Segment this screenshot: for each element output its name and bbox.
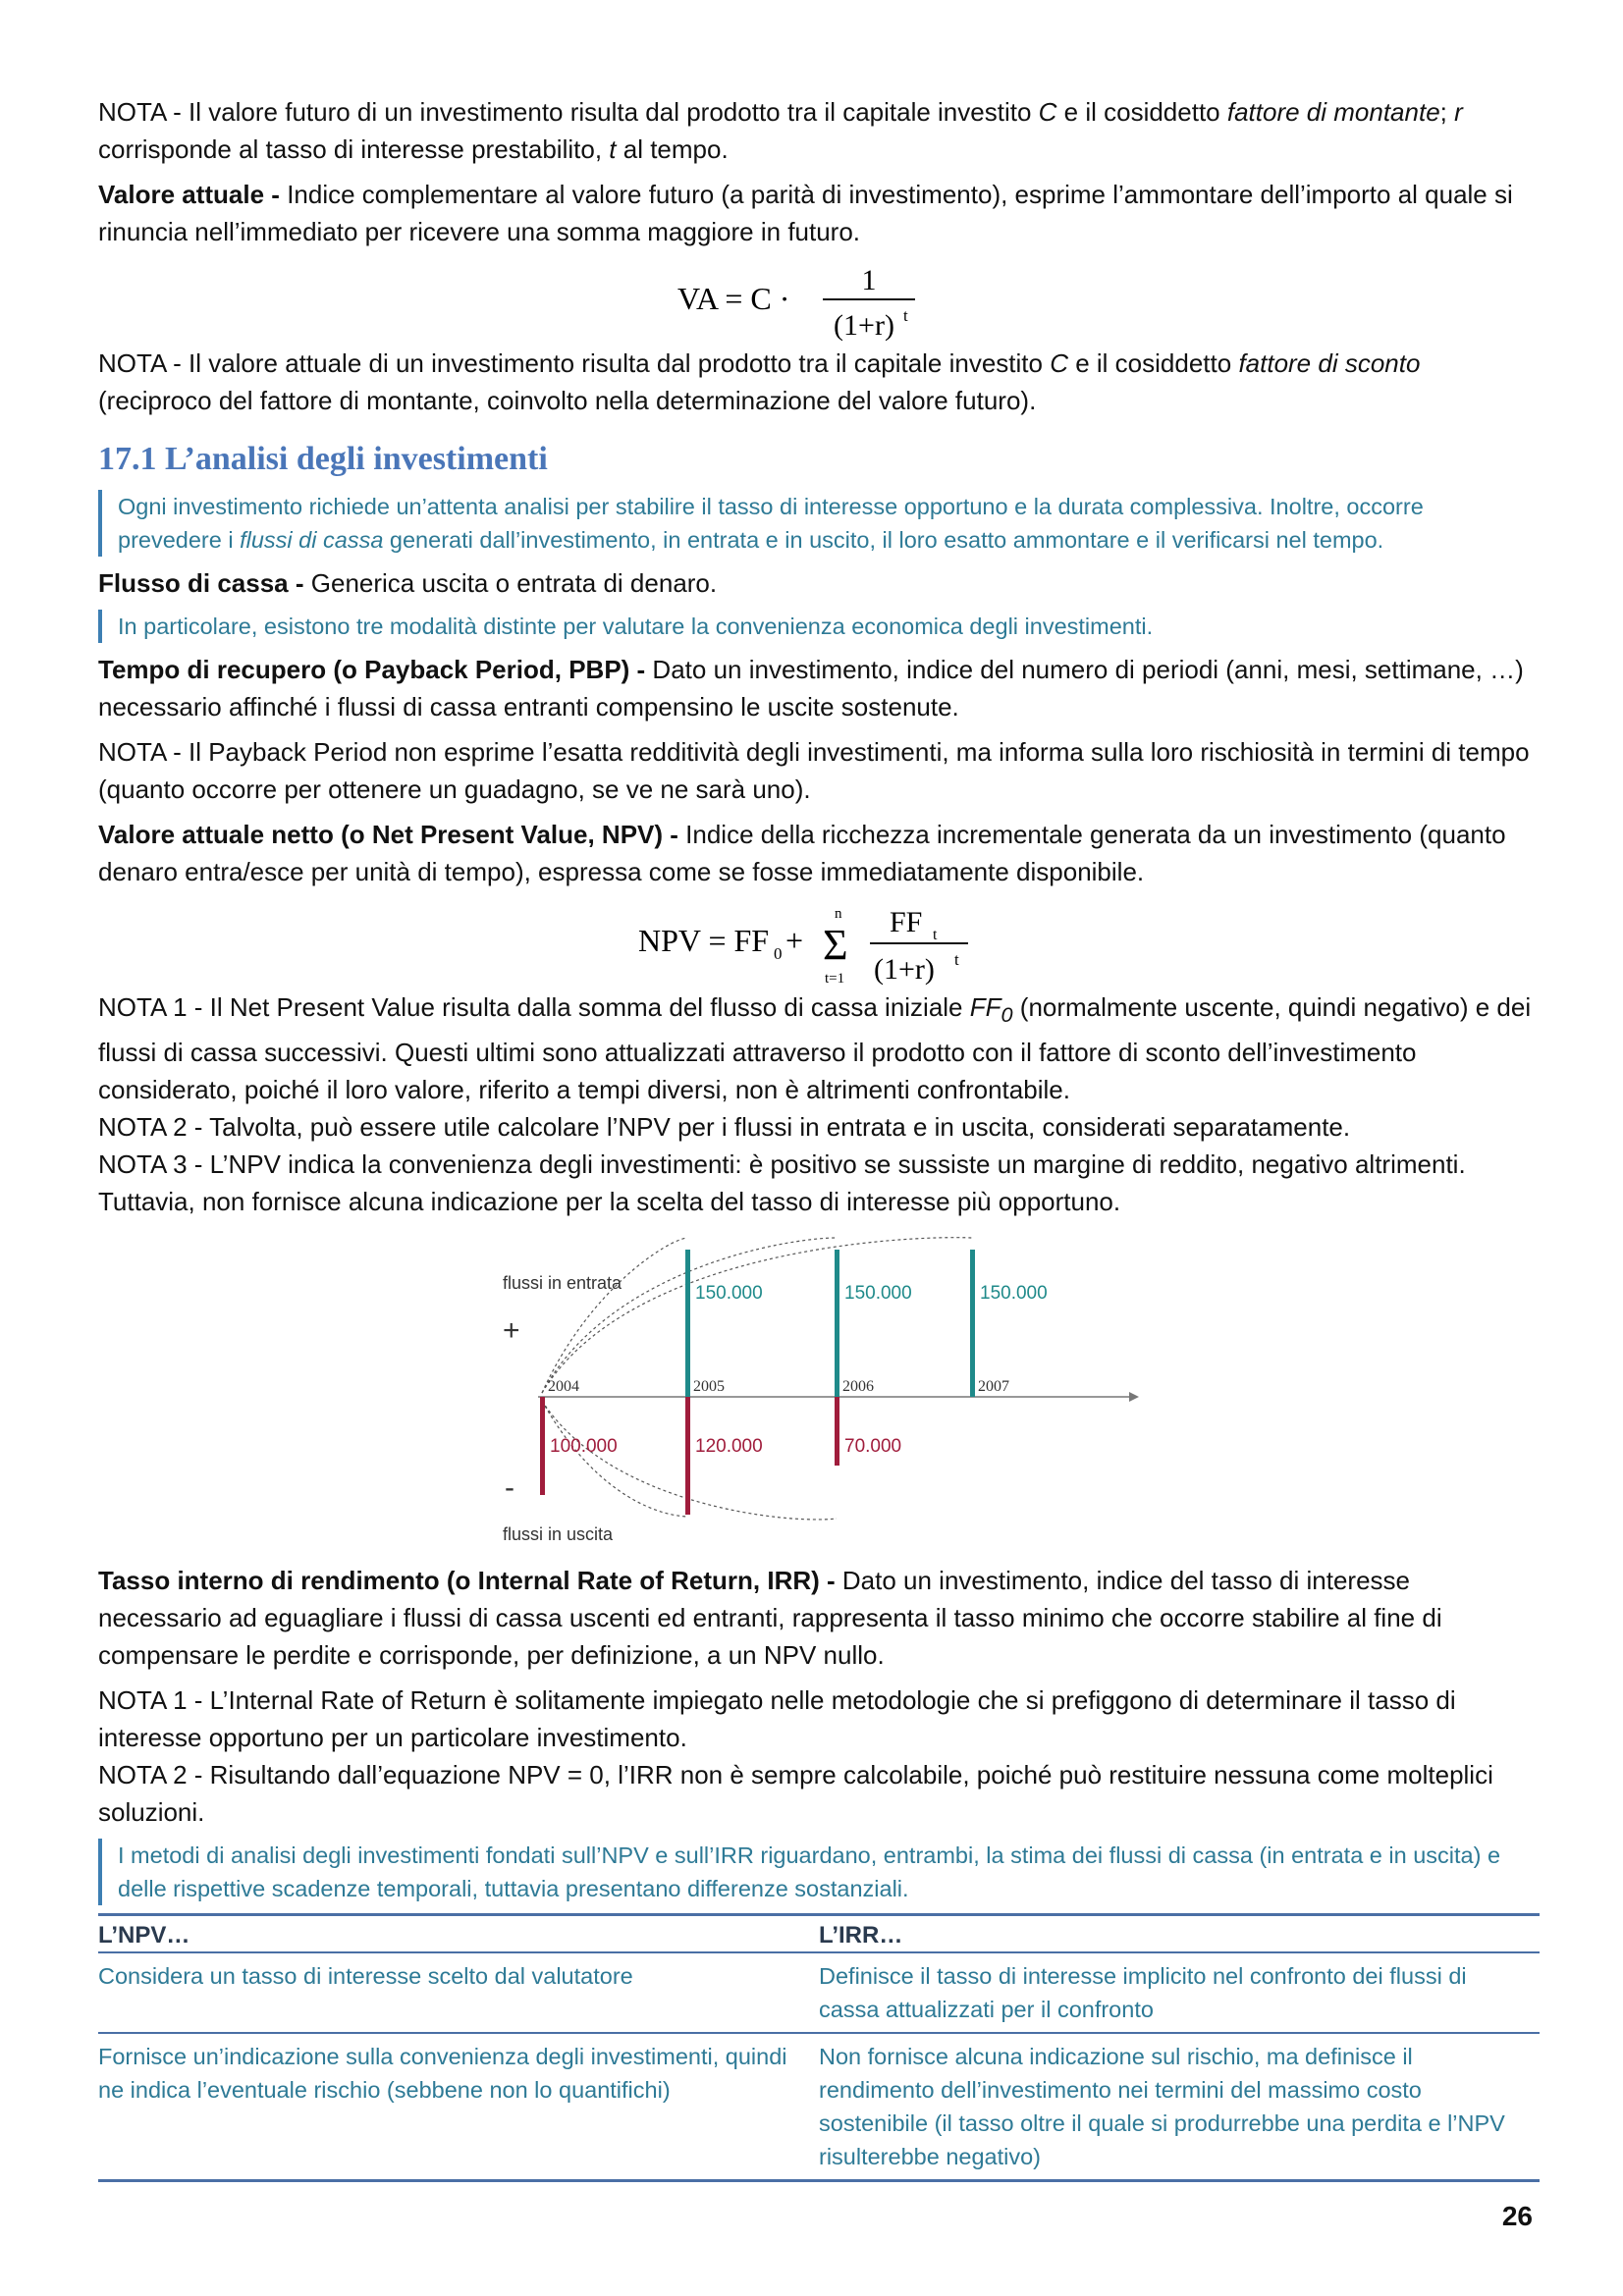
outflow-label-2004: 100.000: [550, 1436, 618, 1458]
outflow-bar-2006: [835, 1397, 839, 1466]
discount-arc-out-2005: [542, 1401, 687, 1517]
formula-va-denominator: (1+r): [834, 309, 894, 342]
definition-present-value: Valore attuale - Indice complementare al valore futuro (a parità di investimento), esprime l’ammontare dell’importo al quale si rinuncia nell’immediato per ricevere una somma maggiore in futuro.: [98, 180, 1513, 246]
minus-sign: -: [505, 1471, 514, 1505]
formula-npv-plus: +: [785, 923, 804, 958]
info-box-methods: [98, 610, 1532, 643]
formula-present-value: [98, 258, 1532, 345]
discount-arc-2007: [542, 1238, 972, 1396]
note-npv-3: NOTA 3 - L’NPV indica la convenienza degli investimenti: è positivo se sussiste un margine di reddito, negativo altrimenti. Tuttavia, non fornisce alcuna indicazione per la scelta del tasso di interesse più opportuno.: [98, 1149, 1466, 1217]
comparison-table: [98, 1913, 1540, 2182]
formula-npv-numerator: FF: [890, 906, 923, 938]
table-header-row: [98, 1915, 1540, 1953]
time-axis-arrow-icon: [1129, 1392, 1139, 1402]
info-box-methods-text: In particolare, esistono tre modalità distinte per valutare la convenienza economica degli investimenti.: [118, 614, 1154, 639]
page-number: 26: [1501, 2201, 1533, 2231]
year-label-2006: 2006: [842, 1378, 874, 1396]
table-row: [98, 1952, 1540, 2033]
year-label-2007: 2007: [978, 1378, 1009, 1396]
note-npv-1: NOTA 1 - Il Net Present Value risulta dalla somma del flusso di cassa iniziale $FF_0$ (normalmente uscente, quindi negativo) e dei flussi di cassa successivi. Questi ultimi sono attualizzati attraverso il prodotto con il fattore di sconto dell’investimento considerato, poiché il loro valore, riferito a tempi diversi, non è altrimenti confrontabile.: [98, 992, 1532, 1105]
formula-npv-sum-upper: n: [835, 906, 842, 922]
definition-npv: Valore attuale netto (o Net Present Value, NPV) - Indice della ricchezza incrementale generata da un investimento (quanto denaro entra/esce per unità di tempo), espressa come se fosse immediatamente disponibile.: [98, 820, 1506, 886]
document-page: [98, 93, 1532, 2182]
table-row: [98, 2033, 1540, 2181]
formula-va-lhs: VA = C ·: [677, 281, 790, 316]
table-header-npv: L’NPV…: [98, 1915, 819, 1953]
table-cell: Considera un tasso di interesse scelto dal valutatore: [98, 1952, 819, 2033]
inflow-label-2007: 150.000: [980, 1283, 1048, 1305]
inflow-bar-2007: [970, 1250, 975, 1397]
outflow-bar-2004: [540, 1397, 545, 1495]
legend-outflows: flussi in uscita: [503, 1524, 614, 1545]
year-label-2004: 2004: [548, 1378, 579, 1396]
note-present-value: NOTA - Il valore attuale di un investimento risulta dal prodotto tra il capitale investito C e il cosiddetto fattore di sconto (reciproco del fattore di montante, coinvolto nella determinazione del valore futuro).: [98, 348, 1421, 415]
legend-inflows: flussi in entrata: [503, 1273, 622, 1294]
outflow-bar-2005: [685, 1397, 690, 1515]
definition-payback-period: Tempo di recupero (o Payback Period, PBP) - Dato un investimento, indice del numero di periodi (anni, mesi, settimane, …) necessario affinché i flussi di cassa entranti compensino le uscite sostenute.: [98, 655, 1524, 721]
note-npv-2: NOTA 2 - Talvolta, può essere utile calcolare l’NPV per i flussi in entrata e in uscita, considerati separatamente.: [98, 1112, 1351, 1143]
table-cell: Non fornisce alcuna indicazione sul rischio, ma definisce il rendimento dell’investimento nei termini del massimo costo sostenibile (il tasso oltre il quale si produrrebbe una perdita e l’NPV risulterebbe negativo): [819, 2033, 1540, 2181]
formula-npv-denominator: (1+r): [874, 953, 935, 986]
formula-npv-lhs: NPV = FF: [638, 923, 770, 958]
info-box-comparison: [98, 1839, 1532, 1905]
plus-sign: +: [503, 1314, 520, 1348]
inflow-label-2006: 150.000: [844, 1283, 912, 1305]
info-box-analysis-text: Ogni investimento richiede un’attenta analisi per stabilire il tasso di interesse opportuno e la durata complessiva. Inoltre, occorre prevedere i flussi di cassa generati dall’investimento, in entrata e in uscito, il loro esatto ammontare e il verificarsi nel tempo.: [118, 494, 1424, 553]
inflow-label-2005: 150.000: [695, 1283, 763, 1305]
table-cell: Definisce il tasso di interesse implicito nel confronto dei flussi di cassa attualizzati per il confronto: [819, 1952, 1540, 2033]
formula-va-numerator: 1: [861, 264, 877, 296]
info-box-analysis: [98, 490, 1532, 557]
section-heading: 17.1 L’analisi degli investimenti: [98, 441, 548, 477]
year-label-2005: 2005: [693, 1378, 725, 1396]
formula-npv-svg: [638, 898, 992, 988]
note-irr-2: NOTA 2 - Risultando dall’equazione NPV = 0, l’IRR non è sempre calcolabile, poiché può restituire nessuna come molteplici soluzioni.: [98, 1760, 1493, 1828]
definition-cash-flow: Flusso di cassa - Generica uscita o entrata di denaro.: [98, 568, 718, 598]
formula-npv-lhs-sub: 0: [774, 944, 783, 963]
note-payback-period: NOTA - Il Payback Period non esprime l’esatta redditività degli investimenti, ma informa sulla loro rischiosità in termini di tempo (quanto occorre per ottenere un guadagno, se ve ne sarà uno).: [98, 737, 1530, 804]
inflow-bar-2005: [685, 1250, 690, 1397]
formula-npv: [98, 898, 1532, 988]
cash-flow-chart-svg: [98, 1230, 1532, 1554]
info-box-comparison-text: I metodi di analisi degli investimenti fondati sull’NPV e sull’IRR riguardano, entrambi, la stima dei flussi di cassa (in entrata e in uscita) e delle rispettive scadenze temporali, tuttavia presentano differenze sostanziali.: [118, 1842, 1501, 1902]
formula-npv-exponent: t: [954, 950, 959, 969]
table-header-irr: L’IRR…: [819, 1915, 1540, 1953]
cash-flow-chart: [98, 1230, 1532, 1554]
formula-npv-sigma: Σ: [823, 921, 848, 969]
formula-npv-numerator-sub: t: [933, 927, 938, 943]
outflow-label-2005: 120.000: [695, 1436, 763, 1458]
outflow-label-2006: 70.000: [844, 1436, 902, 1458]
inflow-bar-2006: [835, 1250, 839, 1397]
formula-va-exponent: t: [903, 306, 908, 325]
formula-va-svg: [668, 258, 962, 345]
definition-irr: Tasso interno di rendimento (o Internal Rate of Return, IRR) - Dato un investimento, indice del tasso di interesse necessario ad eguagliare i flussi di cassa uscenti ed entranti, rappresenta il tasso minimo che occorre stabilire al fine di compensare le perdite e corrisponde, per definizione, a un NPV nullo.: [98, 1566, 1442, 1671]
note-future-value: NOTA - Il valore futuro di un investimento risulta dal prodotto tra il capitale investito C e il cosiddetto fattore di montante; r corrisponde al tasso di interesse prestabilito, t al tempo.: [98, 97, 1463, 164]
table-cell: Fornisce un’indicazione sulla convenienza degli investimenti, quindi ne indica l’eventuale rischio (sebbene non lo quantifichi): [98, 2033, 819, 2181]
discount-arc-2005: [542, 1238, 687, 1396]
note-irr-1: NOTA 1 - L’Internal Rate of Return è solitamente impiegato nelle metodologie che si prefiggono di determinare il tasso di interesse opportuno per un particolare investimento.: [98, 1685, 1456, 1753]
formula-npv-sum-lower: t=1: [825, 971, 845, 987]
